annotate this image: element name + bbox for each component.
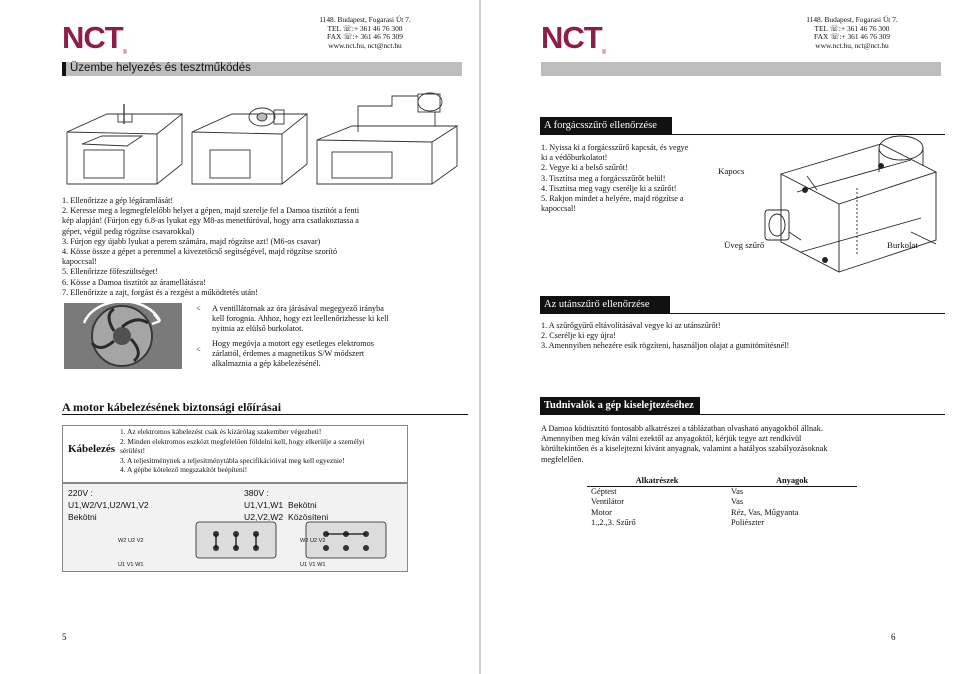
cabling-rule: 4. A gépbe kötelező megszakítót beépíteni! bbox=[120, 465, 248, 475]
label-kapocs: Kapocs bbox=[718, 166, 745, 176]
filter-check-title: A forgácsszűrő ellenőrzése bbox=[540, 117, 672, 135]
install-step: kapoccsal! bbox=[62, 257, 98, 267]
install-step: gépet, végül pedig rögzítse csavarokkal) bbox=[62, 226, 195, 236]
company-address: 1148. Budapest, Fogarasi Út 7. TEL ☏:+ 361 46 76 300 FAX ☏:+ 361 46 76 309 www.nct.hu, nct@nct.hu bbox=[319, 15, 411, 50]
table-cell: Géptest bbox=[591, 487, 617, 497]
table-header: Anyagok bbox=[727, 476, 857, 487]
right-page bbox=[481, 0, 960, 674]
materials-table bbox=[587, 476, 857, 528]
table-cell: Motor bbox=[591, 507, 612, 517]
note-line: zárlattól, érdemes a magnetikus S/W módszert bbox=[212, 348, 365, 358]
disposal-line: körültekintően és a kiselejtezni kívánt anyagnak, valamint a hatályos szabályozásoknak bbox=[541, 444, 828, 454]
wiring-220v-title: 220V : bbox=[68, 488, 93, 498]
filter-step: 5. Rakjon mindet a helyére, majd rögzítse a bbox=[541, 194, 684, 204]
cabling-title: A motor kábelezésének biztonsági előírásai bbox=[62, 400, 282, 414]
post-step: 3. Amennyiben nehezére esik rögzíteni, használjon olajat a gumitömítésnél! bbox=[541, 341, 790, 351]
wiring-220v-note: Bekötni bbox=[68, 512, 97, 522]
filter-step: 3. Tisztítsa meg a forgácsszűrőt belül! bbox=[541, 173, 666, 183]
header-bar bbox=[541, 62, 941, 76]
note-line: Hogy megóvja a motort egy esetleges elektromos bbox=[212, 338, 374, 348]
terminal-blocks bbox=[66, 520, 402, 562]
install-notes bbox=[212, 304, 442, 369]
nct-logo: NCT® bbox=[541, 20, 606, 56]
cabling-rule: 3. A teljesítménynek a teljesítménytábla specifikációival meg kell egyeznie! bbox=[120, 455, 345, 465]
terminal-bottom-labels-380: U1 V1 W1 bbox=[300, 562, 326, 568]
install-step: 7. Ellenőrizze a zajt, forgást és a rezgést a működtetés után! bbox=[62, 287, 258, 297]
table-header: Alkatrészek bbox=[587, 476, 727, 487]
disposal-line: A Damoa ködtisztító fontosabb alkatrészei a táblázatban olvasható anyagokból állnak. bbox=[541, 424, 823, 433]
filter-step: ki a védőburkolatot! bbox=[541, 153, 608, 163]
page-number: 6 bbox=[891, 632, 896, 642]
filter-steps bbox=[541, 143, 721, 214]
post-title-rule bbox=[540, 313, 945, 314]
post-step: 1. A szűrőgyűrű eltávolításával vegye ki az utánszűrőt! bbox=[541, 321, 721, 330]
page-number: 5 bbox=[62, 632, 67, 642]
install-step: 1. Ellenőrizze a gép légáramlását! bbox=[62, 196, 174, 205]
table-row bbox=[587, 497, 857, 507]
terminal-bottom-labels: U1 V1 W1 bbox=[118, 562, 144, 568]
installation-diagram bbox=[62, 92, 462, 187]
left-page bbox=[0, 0, 479, 674]
terminal-top-labels-380: W2 U2 V2 bbox=[300, 538, 326, 544]
install-step: kép alapján! (Fúrjon egy 6.8-as lyukat egy M8-as menetfúróval, hogy arra csatlakoztassa a bbox=[62, 216, 359, 226]
disposal-title: Tudnivalók a gép kiselejtezéséhez bbox=[540, 397, 700, 415]
note-bullet: < bbox=[196, 344, 201, 354]
label-uveg-szuro: Üveg szűrő bbox=[724, 240, 765, 250]
note-line: alkalmaznia a gép kábelezésénél. bbox=[212, 359, 321, 369]
disposal-text bbox=[541, 424, 941, 465]
filter-step: 1. Nyissa ki a forgácsszűrő kapcsát, és vegye bbox=[541, 143, 689, 152]
install-step: 6. Kösse a Damoa tisztítót az áramellátásra! bbox=[62, 277, 206, 287]
filter-step: kapoccsal! bbox=[541, 204, 577, 214]
note-line: nyitnia az elülső burkolatot. bbox=[212, 324, 304, 334]
filter-step: 4. Tisztítsa meg vagy cserélje ki a szűrőt! bbox=[541, 183, 677, 193]
nct-logo: NCT® bbox=[62, 20, 127, 56]
post-filter-steps bbox=[541, 321, 941, 352]
terminal-top-labels: W2 U2 V2 bbox=[118, 538, 144, 544]
filter-step: 2. Vegye ki a belső szűrőt! bbox=[541, 163, 628, 173]
wiring-220v-line: U1,W2/V1,U2/W1,V2 bbox=[68, 500, 149, 510]
install-step: 2. Keresse meg a legmegfelelőbb helyet a gépen, majd szerelje fel a Damoa tisztítót a fenti bbox=[62, 206, 360, 216]
note-line: A ventillátornak az óra járásával megegyező irányba bbox=[212, 304, 384, 313]
table-cell: Poliészter bbox=[731, 517, 765, 527]
section-marker bbox=[62, 62, 66, 76]
install-step: 3. Fúrjon egy újabb lyukat a perem számára, majd rögzítse azt! (M6-os csavar) bbox=[62, 236, 321, 246]
post-filter-title: Az utánszűrő ellenőrzése bbox=[540, 296, 670, 314]
table-cell: Ventilátor bbox=[591, 497, 625, 507]
fan-rotation-photo bbox=[64, 303, 182, 369]
install-step: 4. Kösse össze a gépet a peremmel a kivezetőcső segítségével, majd rögzítse szorító bbox=[62, 247, 338, 257]
disposal-title-rule bbox=[540, 414, 945, 415]
disposal-line: Amennyiben meg kíván válni ezektől az anyagoktól, kérjük tegye azt rendkívül bbox=[541, 434, 802, 444]
cabling-rule: 2. Minden elektromos eszközt megfelelően földelni kell, hogy elkerülje a személyi bbox=[120, 436, 365, 446]
filter-unit-diagram bbox=[761, 132, 951, 282]
disposal-line: megfelelően. bbox=[541, 454, 584, 464]
table-cell: Vas bbox=[731, 497, 744, 507]
label-burkolat: Burkolat bbox=[887, 240, 918, 250]
note-bullet: < bbox=[196, 304, 201, 313]
wiring-380v bbox=[244, 487, 283, 523]
install-step: 5. Ellenőrizze főfeszültséget! bbox=[62, 267, 158, 277]
install-steps bbox=[62, 196, 462, 298]
post-step: 2. Cserélje ki egy újra! bbox=[541, 331, 616, 341]
table-row bbox=[587, 508, 857, 518]
company-address: 1148. Budapest, Fogarasi Út 7. TEL ☏:+ 361 46 76 300 FAX ☏:+ 361 46 76 309 www.nct.hu, nct@nct.hu bbox=[806, 15, 898, 50]
cabling-label: Kábelezés bbox=[68, 443, 116, 455]
table-header-row bbox=[587, 476, 857, 487]
wiring-380v-note: Bekötni bbox=[288, 500, 317, 510]
table-cell: Vas bbox=[731, 487, 744, 497]
section-title: Üzembe helyezés és tesztműködés bbox=[70, 62, 251, 74]
wiring-220v bbox=[68, 487, 149, 523]
table-cell: 1.,2.,3. Szűrő bbox=[591, 517, 636, 527]
wiring-380v-title: 380V : bbox=[244, 488, 269, 498]
wiring-380v-line2: U2,V2,W2 bbox=[244, 512, 284, 522]
note-bullets bbox=[196, 304, 206, 355]
wiring-380v-note: Közösíteni bbox=[288, 512, 329, 522]
cabling-rules bbox=[120, 427, 402, 475]
note-line: kell forognia. Ahhoz, hogy ezt leellenőrizhesse ki kell bbox=[212, 314, 389, 324]
cabling-title-rule bbox=[62, 414, 468, 415]
cabling-rule: sérülést! bbox=[120, 446, 146, 456]
table-cell: Réz, Vas, Műgyanta bbox=[731, 507, 799, 517]
table-row bbox=[587, 487, 857, 498]
cabling-rule: 1. Az elektromos kábelezést csak és kizárólag szakember végezheti! bbox=[120, 427, 322, 436]
table-row bbox=[587, 518, 857, 528]
wiring-380v-line1: U1,V1,W1 bbox=[244, 500, 284, 510]
